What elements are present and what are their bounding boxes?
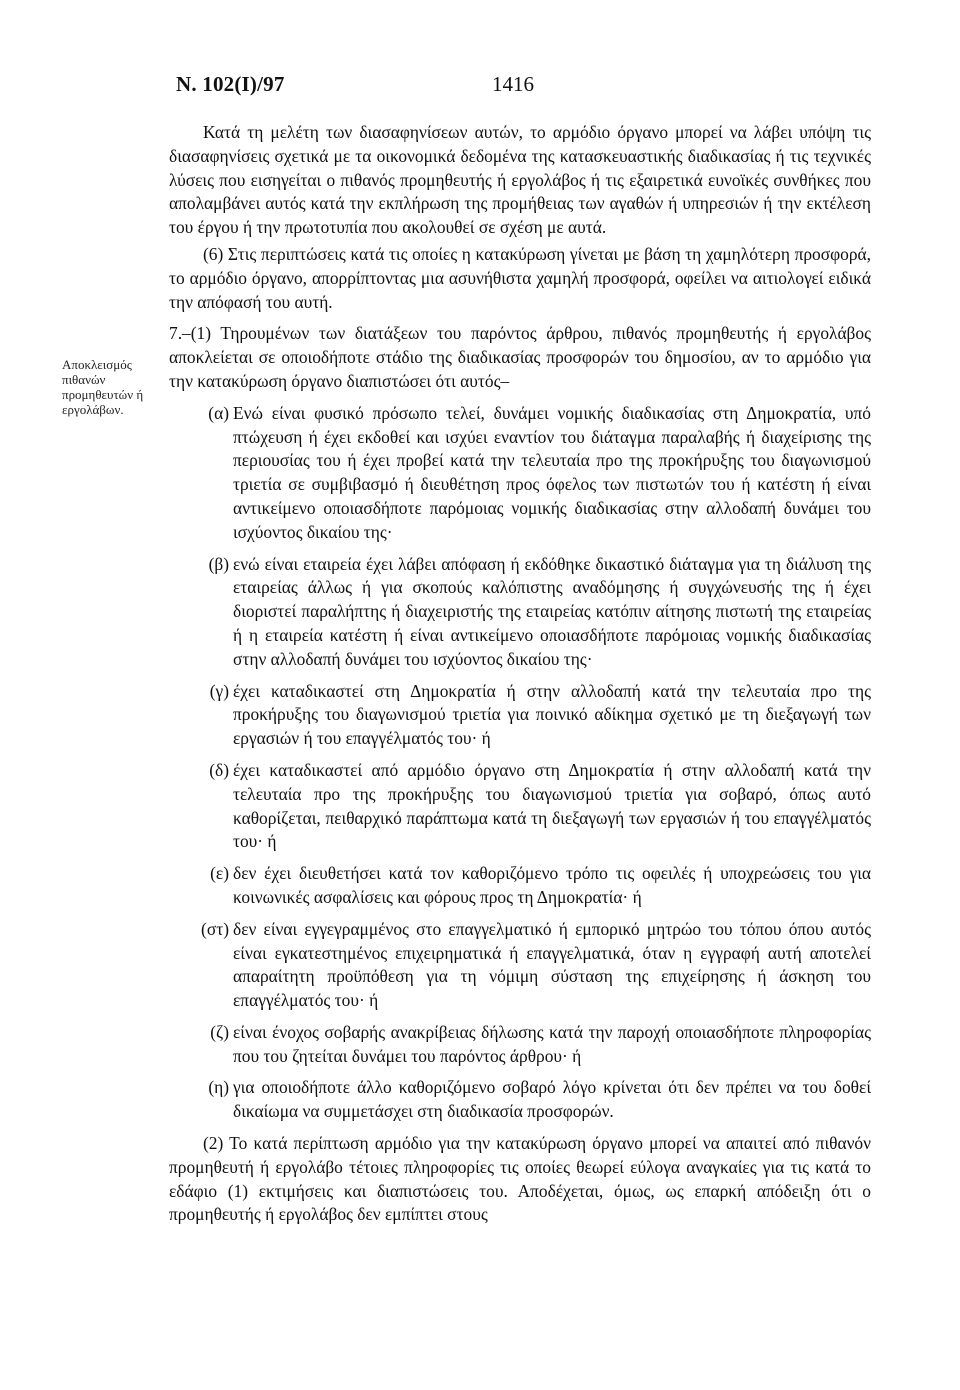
page-number: 1416 [492,72,534,96]
item-text: έχει καταδικαστεί στη Δημοκρατία ή στην αλλοδαπή κατά την τελευταία προ της προκήρυξης του διαγωνισμού τριετία για ποινικό αδίκημα σχετικό με τη διεξαγωγή των εργασιών ή του επαγγέλματός του· ή [233,680,871,749]
list-item [169,759,871,854]
item-label: (α) [208,402,229,423]
paragraph-clarifications: Κατά τη μελέτη των διασαφηνίσεων αυτών, το αρμόδιο όργανο μπορεί να λάβει υπόψη τις διασαφηνίσεις σχετικά με τα οικονομικά δεδομένα της κατασκευαστικής διαδικασίας ή τις τεχνικές λύσεις που εισηγείται ο πιθανός προμηθευτής ή εργολάβος ή τις εξαιρετικά ευνοϊκές συνθήκες που απολαμβάνει αυτός κατά την εκπλήρωση της προμήθειας των αγαθών ή υπηρεσιών ή την εκτέλεση του έργου ή την πρωτοτυπία που ακολουθεί σε σχέση με αυτά. [169,122,871,238]
list-item [169,1076,871,1124]
item-text: έχει καταδικαστεί από αρμόδιο όργανο στη Δημοκρατία ή στην αλλοδαπή κατά την τελευταία προ της προκήρυξης του διαγωνισμού τριετία για σοβαρό, όπως αυτό καθορίζεται, πειθαρχικό παράπτωμα κατά τη διεξαγωγή των εργασιών ή του επαγγέλματός του· ή [233,759,871,852]
item-text: ενώ είναι εταιρεία έχει λάβει απόφαση ή εκδόθηκε δικαστικό διάταγμα για τη διάλυση της εταιρείας άλλως ή για σκοπούς καλόπιστης αναδόμησης ή συγχώνευσής της ή έχει διοριστεί παραλήπτης ή διαχειριστής της εταιρείας κατόπιν αίτησης πιστωτή της εταιρείας ή η εταιρεία κατέστη ή είναι αντικείμενο οποιασδήποτε παρόμοιας νομικής διαδικασίας στην αλλοδαπή δυνάμει του ισχύοντος δικαίου της· [233,553,871,669]
list-item [169,402,871,545]
item-text: Ενώ είναι φυσικό πρόσωπο τελεί, δυνάμει νομικής διαδικασίας στη Δημοκρατία, υπό πτώχευση ή έχει εκδοθεί και ισχύει εναντίον του διάταγμα παραλαβής ή διαχείρισης της περιουσίας του ή έχει προβεί κατά την τελευταία προ της προκήρυξης του διαγωνισμού τριετία σε συμβιβασμό ή διευθέτηση προς όφελος των πιστωτών του ή κατέστη ή είναι αντικείμενο οποιασδήποτε παρόμοιας νομικής διαδικασίας στην αλλοδαπή δυνάμει του ισχύοντος δικαίου της· [233,402,871,542]
item-label: (δ) [209,759,229,780]
subsection-2: (2) Το κατά περίπτωση αρμόδιο για την κατακύρωση όργανο μπορεί να απαιτεί από πιθανόν προμηθευτή ή εργολάβο τέτοιες πληροφορίες τις οποίες θεωρεί εύλογα αναγκαίες για τις κατά το εδάφιο (1) εκτιμήσεις και διαπιστώσεις του. Αποδέχεται, όμως, ως επαρκή απόδειξη ότι ο προμηθευτής ή εργολάβος δεν εμπίπτει στους [169,1133,871,1225]
margin-note: Αποκλεισμός πιθανών προμηθευτών ή εργολάβων. [62,357,144,417]
exclusion-list [169,402,871,1124]
item-text: δεν έχει διευθετήσει κατά τον καθοριζόμενο τρόπο τις οφειλές ή υποχρεώσεις του για κοινωνικές ασφαλίσεις και φόρους προς τη Δημοκρατία· ή [233,863,871,907]
list-item [169,918,871,1013]
document-body [169,121,871,1227]
list-item [169,862,871,910]
item-label: (β) [208,553,229,574]
item-text: για οποιοδήποτε άλλο καθοριζόμενο σοβαρό λόγο κρίνεται ότι δεν πρέπει να του δοθεί δικαίωμα να συμμετάσχει στη διαδικασία προσφορών. [233,1077,871,1122]
item-label: (ζ) [210,1021,229,1042]
item-label: (γ) [209,680,229,701]
page-header [0,72,960,102]
item-label: (στ) [201,918,229,939]
list-item [169,553,871,672]
item-label: (ε) [210,863,229,884]
paragraph-6: (6) Στις περιπτώσεις κατά τις οποίες η κατακύρωση γίνεται με βάση τη χαμηλότερη προσφορά, το αρμόδιο όργανο, απορρίπτοντας μια ασυνήθιστα χαμηλή προσφορά, οφείλει να αιτιολογεί ειδικά την απόφασή του αυτή. [169,243,871,312]
list-item [169,680,871,751]
list-item [169,1021,871,1069]
item-label: (η) [208,1077,229,1098]
section-7-intro: 7.–(1) Τηρουμένων των διατάξεων του παρόντος άρθρου, πιθανός προμηθευτής ή εργολάβος αποκλείεται σε οποιοδήποτε στάδιο της διαδικασίας προσφορών του δημοσίου, αν το αρμόδιο για την κατακύρωση όργανο διαπιστώσει ότι αυτός– [169,323,871,391]
item-text: δεν είναι εγγεγραμμένος στο επαγγελματικό ή εμπορικό μητρώο του τόπου όπου αυτός είναι εγκατεστημένος επιχειρηματικά ή επαγγελματικά, όταν η εγγραφή αυτή αποτελεί απαραίτητη προϋπόθεση για τη νόμιμη σύσταση της επιχείρησης ή άσκηση του επαγγέλματός του· ή [233,918,871,1011]
law-number: N. 102(I)/97 [176,72,285,96]
item-text: είναι ένοχος σοβαρής ανακρίβειας δήλωσης κατά την παροχή οποιασδήποτε πληροφορίας που του ζητείται δυνάμει του παρόντος άρθρου· ή [233,1021,871,1066]
